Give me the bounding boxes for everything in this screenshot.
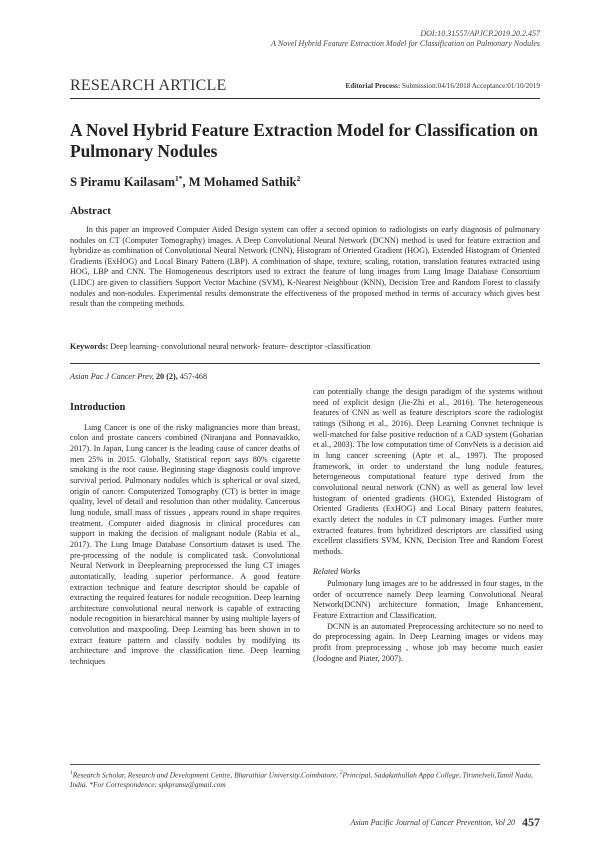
abstract-text: In this paper an improved Computer Aided Design system can offer a second opinion to radiologists on early diagnosis of pulmonary nodules on CT (Computer Tomography) images. A Deep Convolutional Neural Network (DCNN) method is used for feature extraction and hybridize as combination of Convolutional Neural Network (CNN), Histogram of Oriented Gradient (HOG), Extended Histogram of Oriented Gradients (ExHOG) and Local Binary Pattern (LBP). A combination of shape, texture, scaling, rotation, translation features extracted using HOG, LBP and CNN. The Homogeneous descriptors used to extract the feature of lung images from Lung Image Database Consortium (LIDC) are given to classifiers Support Vector Machine (SVM), K-Nearest Neighbour (KNN), Decision Tree and Random Forest to classify nodules and non-nodules. Experimental results demonstrate the effectiveness of the proposed method in terms of accuracy which gives best result than the competing methods.: [70, 225, 540, 309]
article-type: RESEARCH ARTICLE: [70, 77, 227, 94]
footer-journal: Asian Pacific Journal of Cancer Prevention, Vol 20: [350, 818, 515, 827]
footnote-rule: [70, 764, 540, 765]
left-column: [70, 403, 300, 668]
affiliation-footnote: [70, 768, 540, 790]
running-header: [271, 29, 540, 49]
related-works-paragraph-2: DCNN is an automated Preprocessing architecture so no need to do preprocessing again. In Deep Learning images or videos may profit from preprocessing , whose job may become much easier (Jodogne and Piater, 2007).: [313, 621, 543, 663]
keywords: [70, 342, 540, 351]
footnote-affiliation-1: Research Scholar, Research and Development Centre, Bharathiar University,Coimbatore,: [72, 770, 340, 780]
editorial-label: Editorial Process:: [345, 82, 401, 90]
keywords-text: Deep learning- convolutional neural network- feature- descriptor -classification: [108, 342, 371, 351]
footnote-affiliation-2: Principal, Sadakathullah Appa College, Tirunelveli,Tamil Nadu, India. *For Correspondence: spkpramu@gmail.com: [70, 770, 533, 790]
author-2: M Mohamed Sathik: [188, 175, 297, 190]
footnote-sup-1: 1: [70, 770, 73, 776]
citation-volume: 20 (2),: [153, 372, 178, 381]
related-works-heading: Related Works: [313, 566, 361, 576]
introduction-heading: Introduction: [70, 402, 126, 413]
citation-journal: Asian Pac J Cancer Prev,: [70, 372, 154, 381]
citation: [70, 372, 207, 381]
doi-text: DOI:10.31557/APJCP.2019.20.2.457: [420, 29, 540, 38]
citation-pages: 457-468: [177, 372, 208, 381]
author-2-affiliation: 2: [296, 174, 301, 183]
author-1-affiliation: 1*: [174, 174, 183, 183]
author-line: [70, 174, 300, 190]
page-number: 457: [522, 815, 540, 829]
right-column: [313, 387, 543, 664]
author-1: S Piramu Kailasam: [70, 175, 175, 190]
header-rule: [70, 98, 540, 99]
editorial-dates: Submission:04/16/2018 Acceptance:01/10/2019: [400, 82, 540, 90]
running-title: A Novel Hybrid Feature Extraction Model for Classification on Pulmonary Nodules: [271, 39, 540, 48]
introduction-paragraph-continued: can potentially change the design paradigm of the systems without need of explicit design (Jie-Zhi et al., 2016). The heterogeneous features of CNN as well as feature descriptors score the radiologist ratings (Sihong et al., 2016). Deep Learning Convnet technique is well-matched for false positive reduction of a CAD system (Goharian et al., 2003). The low computation time of ConvNets is a decision aid in lung cancer screening (Apte et al., 1997). The proposed framework, in order to understand the lung nodule features, heterogeneous computational feature type derived from the convolutional neural network (CNN) as well as general low level histogram of oriented gradients (HOG), Extended Histogram of Oriented Gradients (ExHOG) and Local Binary pattern features, exactly detect the nodules in CT pulmonary images. Further more extracted features from hybridized descriptors are classified using excellent classifiers SVM, KNN, Decision Tree and Random Forest methods.: [313, 387, 543, 556]
paper-title: A Novel Hybrid Feature Extraction Model for Classification on Pulmonary Nodules: [70, 120, 538, 161]
author-separator: ,: [182, 175, 189, 190]
keywords-label: Keywords:: [70, 342, 109, 351]
related-works-paragraph-1: Pulmonary lung images are to be addressed in four stages, in the order of occurrence namely Deep learning Convolutional Neural Network(DCNN) architecture formation, Image Enhancement, Feature Extraction and Classification.: [313, 579, 543, 621]
introduction-paragraph-1: Lung Cancer is one of the risky malignancies more than breast, colon and prostate cancers combined (Niranjana and Ponnavaikko, 2017). In Japan, Lung cancer is the leading cause of cancer deaths of men 25% in 2015. Globally, Statistical report says 80% cigarette smoking is the root cause. Beginning stage diagnosis could improve survival period. Pulmonary nodules which is spherical or oval sized, origin of cancer. Computerized Tomography (CT) is better in image quality, level of detail and resolution than other modality. Cancerous lung nodule, small mass of tissues , appears round in shape requires treatment. Computer aided diagnosis in clinical procedures can support in making the decision of malignant nodule (Rabia et al., 2017). The Lung Image Database Consortium dataset is used. The pre-processing of the nodule is complicated task. Convolutional Neural Network in Deeplearning preprocessed the lung CT images automatically, leading superior performance. A good feature extraction technique and feature descriptor should be capable of extracting the required features for nodule recognition. Deep learning architecture convolutional neural network is capable of extracting nodule recognition in hierarchical manner by using multiple layers of convolution and maxpooling. Deep Learning has been shown in to extract feature pattern and classify nodules by modifying its architecture and improve the classification time. Deep learning techniques: [70, 422, 300, 667]
editorial-process: [345, 82, 540, 90]
footnote-sup-2: 2: [339, 770, 343, 776]
abstract-heading: Abstract: [70, 205, 111, 217]
abstract-rule: [70, 363, 540, 364]
